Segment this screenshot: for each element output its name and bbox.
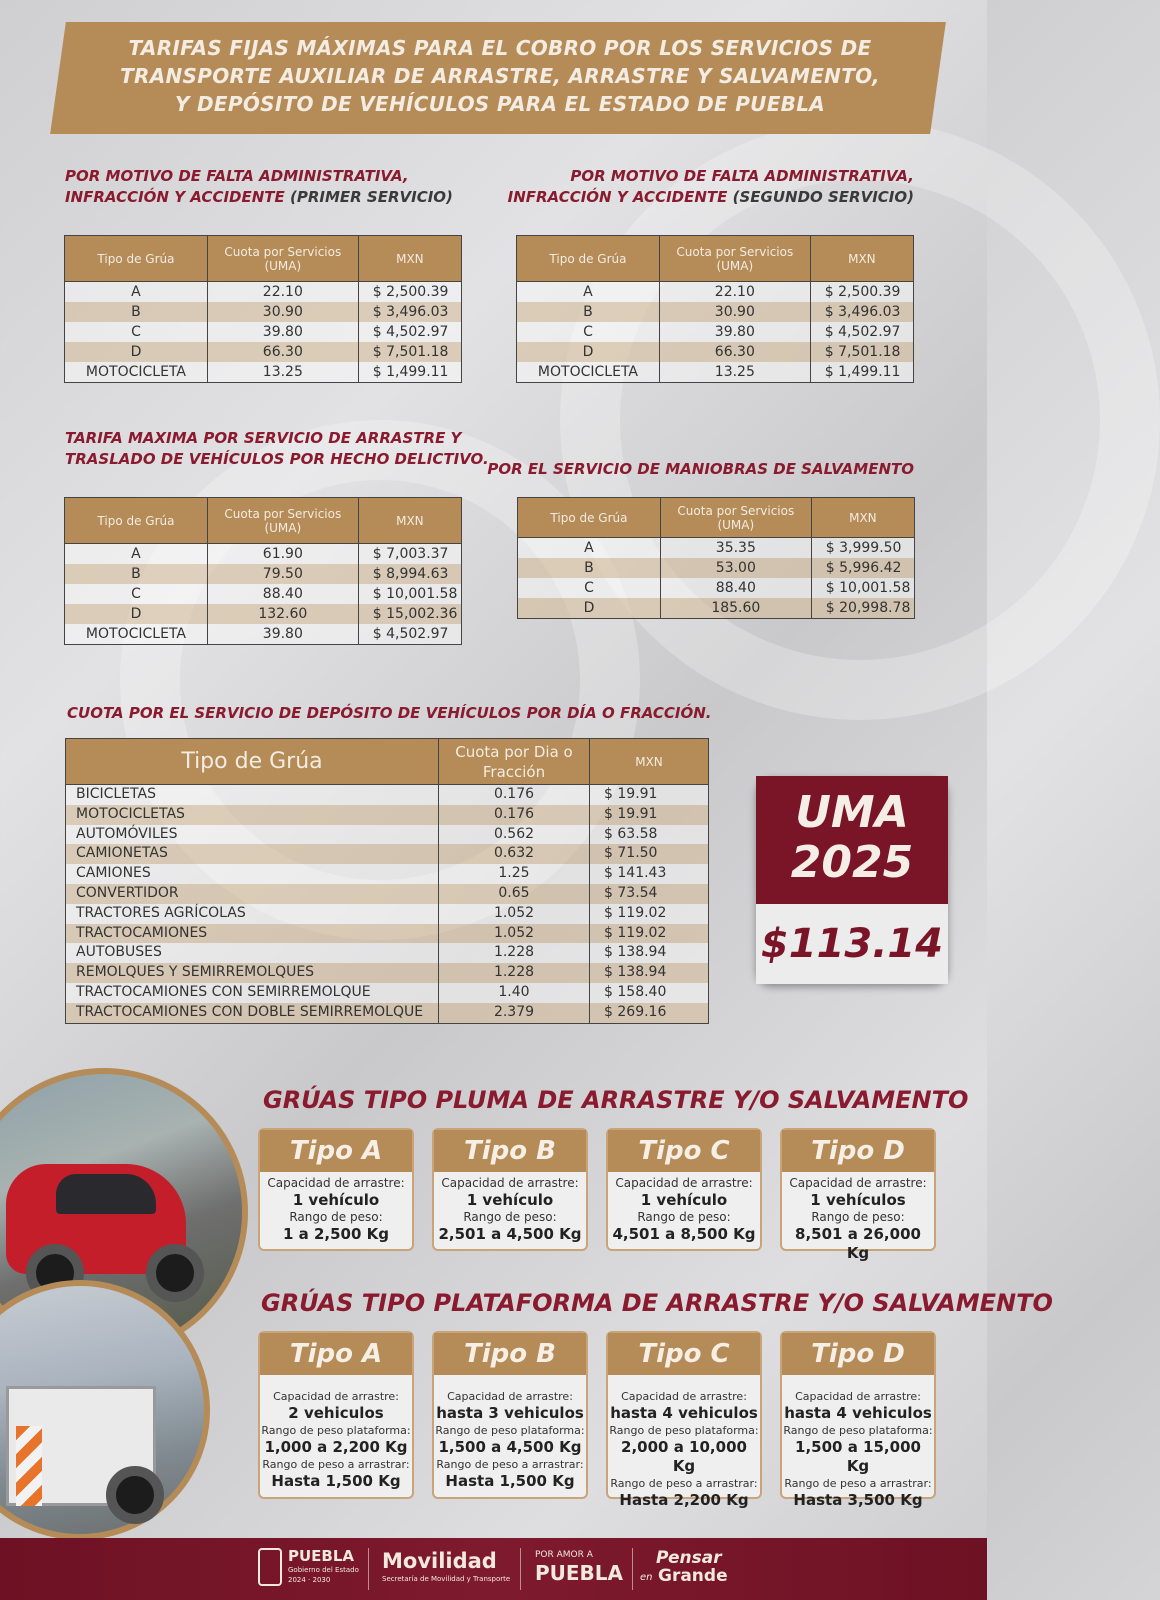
table-row (66, 943, 709, 963)
section-title-line: TRASLADO DE VEHÍCULOS POR HECHO DELICTIVO. (65, 450, 489, 468)
cell-mxn: $ 71.50 (590, 844, 709, 864)
section-title-line (65, 187, 453, 208)
cell-tipo: TRACTOCAMIONES (66, 924, 439, 944)
table-hecho-delictivo (64, 497, 462, 645)
cell-cuota: 0.562 (438, 825, 589, 845)
table-row (65, 362, 462, 383)
card-type: Tipo A (260, 1130, 412, 1172)
table-row (517, 342, 914, 362)
table-row (66, 924, 709, 944)
pluma-card-2 (432, 1128, 588, 1251)
table-row (518, 578, 915, 598)
table-header-cell: Tipo de Grúa (517, 236, 660, 282)
cell-tipo: D (65, 604, 208, 624)
card-type: Tipo C (608, 1130, 760, 1172)
truck-wheel (106, 1466, 164, 1524)
cell-cuota: 0.176 (438, 805, 589, 825)
card-arr-label: Rango de peso a arrastrar: (436, 1458, 584, 1471)
cell-tipo: MOTOCICLETA (65, 362, 208, 383)
cell-uma: 53.00 (660, 558, 811, 578)
card-plat-label: Rango de peso plataforma: (435, 1424, 585, 1437)
movilidad-logo (382, 1548, 510, 1584)
cell-mxn: $ 63.58 (590, 825, 709, 845)
card-cap: 2 vehiculos (288, 1404, 384, 1422)
plataforma-card-1 (258, 1331, 414, 1499)
card-peso-value: 4,501 a 8,500 Kg (612, 1225, 756, 1243)
footer-divider (368, 1548, 369, 1590)
card-arr: Hasta 1,500 Kg (445, 1472, 575, 1490)
cell-tipo: MOTOCICLETA (517, 362, 660, 383)
puebla-logo-years: 2024 · 2030 (288, 1576, 331, 1584)
cell-uma: 22.10 (659, 282, 810, 303)
cell-tipo: D (517, 342, 660, 362)
cell-mxn: $ 158.40 (590, 983, 709, 1003)
card-peso-value: 8,501 a 26,000 Kg (795, 1225, 921, 1262)
puebla-shield-icon (258, 1548, 282, 1586)
table-segundo-servicio (516, 235, 914, 383)
table-row (65, 564, 462, 584)
cell-mxn: $ 4,502.97 (358, 624, 461, 645)
card-peso-value: 1 a 2,500 Kg (282, 1225, 390, 1243)
section-title-paren: (PRIMER SERVICIO) (290, 188, 453, 206)
footer-divider (632, 1548, 633, 1590)
card-body (608, 1375, 760, 1510)
cell-mxn: $ 7,003.37 (358, 544, 461, 565)
card-plat-label: Rango de peso plataforma: (783, 1424, 933, 1437)
section-primer-servicio-title (65, 166, 453, 208)
card-arr: Hasta 2,200 Kg (619, 1491, 749, 1509)
movilidad-logo-text: Movilidad (382, 1549, 497, 1573)
section-hecho-delictivo-title (65, 428, 489, 470)
card-cap-label: Capacidad de arrastre: (615, 1176, 753, 1190)
card-plat: 2,000 a 10,000 Kg (621, 1438, 747, 1475)
section-salvamento-title: POR EL SERVICIO DE MANIOBRAS DE SALVAMENTO (487, 460, 914, 478)
cell-tipo: BICICLETAS (66, 785, 439, 805)
cell-tipo: C (65, 584, 208, 604)
cell-uma: 88.40 (660, 578, 811, 598)
cell-mxn: $ 138.94 (590, 943, 709, 963)
cell-mxn: $ 1,499.11 (358, 362, 461, 383)
cell-tipo: MOTOCICLETAS (66, 805, 439, 825)
table-row (517, 362, 914, 383)
section-title-main: INFRACCIÓN Y ACCIDENTE (65, 188, 290, 206)
cell-mxn: $ 4,502.97 (358, 322, 461, 342)
table-header-row (65, 236, 462, 282)
table-header-cell: MXN (810, 236, 913, 282)
cell-cuota: 1.052 (438, 924, 589, 944)
cell-cuota: 1.052 (438, 904, 589, 924)
cell-uma: 30.90 (207, 302, 358, 322)
pensar-logo-en: en (640, 1572, 653, 1583)
section-title-line (508, 187, 914, 208)
cell-tipo: C (518, 578, 661, 598)
cell-tipo: D (518, 598, 661, 619)
cell-mxn: $ 2,500.39 (358, 282, 461, 303)
cell-uma: 22.10 (207, 282, 358, 303)
cell-mxn: $ 1,499.11 (810, 362, 913, 383)
table-header-cell: Tipo de Grúa (66, 739, 439, 785)
table-header-row (66, 739, 709, 785)
pensar-logo-grande: Grande (658, 1566, 728, 1586)
cell-tipo: D (65, 342, 208, 362)
title-line-2: TRANSPORTE AUXILIAR DE ARRASTRE, ARRASTRE Y SALVAMENTO, (120, 64, 880, 88)
cell-cuota: 1.228 (438, 963, 589, 983)
cell-tipo: MOTOCICLETA (65, 624, 208, 645)
puebla-logo-sub: Gobierno del Estado (288, 1566, 359, 1574)
table-row (66, 884, 709, 904)
table-header-cell: Tipo de Grúa (65, 236, 208, 282)
cell-uma: 79.50 (207, 564, 358, 584)
cell-mxn: $ 8,994.63 (358, 564, 461, 584)
cell-uma: 61.90 (207, 544, 358, 565)
table-header-cell: Tipo de Grúa (518, 498, 661, 538)
cell-tipo: A (517, 282, 660, 303)
card-arr: Hasta 3,500 Kg (793, 1491, 923, 1509)
table-header-cell: Cuota por Servicios (UMA) (660, 498, 811, 538)
table-row (66, 904, 709, 924)
cell-uma: 132.60 (207, 604, 358, 624)
table-header-cell: Cuota por Dia o Fracción (438, 739, 589, 785)
cell-tipo: CAMIONETAS (66, 844, 439, 864)
car-wheel (146, 1244, 204, 1302)
footer-divider (520, 1548, 521, 1590)
section-title-main: INFRACCIÓN Y ACCIDENTE (507, 188, 733, 206)
table-row (66, 825, 709, 845)
cell-mxn: $ 73.54 (590, 884, 709, 904)
cell-mxn: $ 138.94 (590, 963, 709, 983)
cell-uma: 66.30 (207, 342, 358, 362)
title-line-3: Y DEPÓSITO DE VEHÍCULOS PARA EL ESTADO DE PUEBLA (174, 92, 826, 116)
uma-header (756, 776, 948, 904)
card-cap: hasta 4 vehiculos (784, 1404, 932, 1422)
card-arr-label: Rango de peso a arrastrar: (610, 1477, 758, 1490)
plataforma-card-2 (432, 1331, 588, 1499)
plataforma-section-title: GRÚAS TIPO PLATAFORMA DE ARRASTRE Y/O SALVAMENTO (261, 1289, 1053, 1317)
cell-mxn: $ 19.91 (590, 785, 709, 805)
uma-value: $113.14 (756, 904, 948, 984)
card-cap-label: Capacidad de arrastre: (621, 1390, 747, 1403)
truck-stripe (16, 1426, 42, 1506)
table-header-row (517, 236, 914, 282)
pluma-card-1 (258, 1128, 414, 1251)
table-header-row (65, 498, 462, 544)
card-cap: hasta 4 vehiculos (610, 1404, 758, 1422)
cell-tipo: TRACTOCAMIONES CON SEMIRREMOLQUE (66, 983, 439, 1003)
cell-uma: 39.80 (207, 624, 358, 645)
cell-uma: 39.80 (659, 322, 810, 342)
title-line-1: TARIFAS FIJAS MÁXIMAS PARA EL COBRO POR LOS SERVICIOS DE (128, 36, 872, 60)
card-arr: Hasta 1,500 Kg (271, 1472, 401, 1490)
card-cap-label: Capacidad de arrastre: (795, 1390, 921, 1403)
table-row (66, 963, 709, 983)
cell-mxn: $ 3,999.50 (811, 538, 914, 559)
section-title-line: POR MOTIVO DE FALTA ADMINISTRATIVA, (570, 167, 914, 185)
cell-mxn: $ 4,502.97 (810, 322, 913, 342)
amor-logo-main: PUEBLA (535, 1561, 624, 1585)
card-cap-label: Capacidad de arrastre: (789, 1176, 927, 1190)
table-row (66, 983, 709, 1003)
table-row (65, 282, 462, 303)
table-header-cell: MXN (590, 739, 709, 785)
table-row (65, 584, 462, 604)
card-arr-label: Rango de peso a arrastrar: (784, 1477, 932, 1490)
card-cap-value: 1 vehículo (466, 1191, 554, 1209)
table-row (65, 604, 462, 624)
cell-mxn: $ 2,500.39 (810, 282, 913, 303)
cell-mxn: $ 3,496.03 (358, 302, 461, 322)
cell-tipo: CONVERTIDOR (66, 884, 439, 904)
card-plat-label: Rango de peso plataforma: (261, 1424, 411, 1437)
table-row (517, 302, 914, 322)
puebla-logo-text: PUEBLA (288, 1547, 355, 1565)
table-row (65, 624, 462, 645)
cell-mxn: $ 119.02 (590, 904, 709, 924)
card-cap-value: 1 vehículo (292, 1191, 380, 1209)
card-cap: hasta 3 vehiculos (436, 1404, 584, 1422)
card-type: Tipo B (434, 1333, 586, 1375)
pluma-card-3 (606, 1128, 762, 1251)
movilidad-logo-sub: Secretaría de Movilidad y Transporte (382, 1575, 511, 1583)
amor-logo-top: POR AMOR A (535, 1550, 593, 1560)
cell-uma: 13.25 (659, 362, 810, 383)
card-arr-label: Rango de peso a arrastrar: (262, 1458, 410, 1471)
pluma-section-title: GRÚAS TIPO PLUMA DE ARRASTRE Y/O SALVAMENTO (263, 1086, 969, 1114)
cell-mxn: $ 141.43 (590, 864, 709, 884)
cell-tipo: A (65, 282, 208, 303)
cell-mxn: $ 269.16 (590, 1003, 709, 1023)
cell-mxn: $ 7,501.18 (358, 342, 461, 362)
cell-tipo: C (517, 322, 660, 342)
card-plat: 1,500 a 4,500 Kg (438, 1438, 582, 1456)
cell-uma: 35.35 (660, 538, 811, 559)
cell-mxn: $ 7,501.18 (810, 342, 913, 362)
cell-cuota: 1.40 (438, 983, 589, 1003)
table-row (65, 302, 462, 322)
cell-cuota: 0.176 (438, 785, 589, 805)
card-type: Tipo B (434, 1130, 586, 1172)
background-swirl (560, 120, 1160, 720)
card-peso-value: 2,501 a 4,500 Kg (438, 1225, 582, 1243)
card-peso-label: Rango de peso: (637, 1210, 731, 1224)
cell-mxn: $ 20,998.78 (811, 598, 914, 619)
card-cap-label: Capacidad de arrastre: (447, 1390, 573, 1403)
cell-uma: 13.25 (207, 362, 358, 383)
table-row (65, 342, 462, 362)
table-header-row (518, 498, 915, 538)
cell-tipo: AUTOMÓVILES (66, 825, 439, 845)
cell-uma: 66.30 (659, 342, 810, 362)
cell-tipo: TRACTOCAMIONES CON DOBLE SEMIRREMOLQUE (66, 1003, 439, 1023)
card-cap-label: Capacidad de arrastre: (273, 1390, 399, 1403)
table-row (518, 598, 915, 619)
cell-mxn: $ 5,996.42 (811, 558, 914, 578)
cell-cuota: 1.25 (438, 864, 589, 884)
cell-tipo: A (65, 544, 208, 565)
card-cap-value: 1 vehículo (640, 1191, 728, 1209)
cell-cuota: 0.632 (438, 844, 589, 864)
card-peso-label: Rango de peso: (811, 1210, 905, 1224)
table-row (65, 544, 462, 565)
card-plat-label: Rango de peso plataforma: (609, 1424, 759, 1437)
table-header-cell: MXN (358, 498, 461, 544)
card-plat: 1,500 a 15,000 Kg (795, 1438, 921, 1475)
plataforma-card-3 (606, 1331, 762, 1509)
card-body (782, 1375, 934, 1510)
card-peso-label: Rango de peso: (463, 1210, 557, 1224)
cell-mxn: $ 3,496.03 (810, 302, 913, 322)
table-header-cell: Cuota por Servicios (UMA) (207, 236, 358, 282)
section-title-line: TARIFA MAXIMA POR SERVICIO DE ARRASTRE Y (65, 429, 462, 447)
uma-label: UMA (795, 787, 909, 838)
card-body (782, 1172, 934, 1263)
cell-cuota: 1.228 (438, 943, 589, 963)
cell-tipo: B (65, 564, 208, 584)
pensar-logo-text: Pensar (656, 1548, 722, 1568)
cell-tipo: A (518, 538, 661, 559)
cell-uma: 39.80 (207, 322, 358, 342)
card-cap-label: Capacidad de arrastre: (441, 1176, 579, 1190)
cell-tipo: B (518, 558, 661, 578)
section-title-line: POR MOTIVO DE FALTA ADMINISTRATIVA, (65, 167, 409, 185)
cell-tipo: B (517, 302, 660, 322)
cell-tipo: REMOLQUES Y SEMIRREMOLQUES (66, 963, 439, 983)
table-row (518, 558, 915, 578)
table-row (66, 844, 709, 864)
card-body (608, 1172, 760, 1244)
cell-tipo: TRACTORES AGRÍCOLAS (66, 904, 439, 924)
card-body (260, 1172, 412, 1244)
cell-tipo: CAMIONES (66, 864, 439, 884)
cell-mxn: $ 119.02 (590, 924, 709, 944)
card-body (434, 1172, 586, 1244)
page-title (60, 34, 940, 134)
table-row (518, 538, 915, 559)
section-title-paren: (SEGUNDO SERVICIO) (732, 188, 914, 206)
card-type: Tipo A (260, 1333, 412, 1375)
table-row (517, 282, 914, 303)
table-deposito (65, 738, 709, 1024)
cell-cuota: 0.65 (438, 884, 589, 904)
cell-tipo: B (65, 302, 208, 322)
table-row (66, 864, 709, 884)
uma-box (756, 776, 948, 984)
table-header-cell: MXN (811, 498, 914, 538)
table-row (65, 322, 462, 342)
table-row (66, 1003, 709, 1023)
table-row (517, 322, 914, 342)
table-row (66, 805, 709, 825)
card-cap-label: Capacidad de arrastre: (267, 1176, 405, 1190)
cell-tipo: C (65, 322, 208, 342)
uma-year: 2025 (790, 837, 914, 888)
card-type: Tipo D (782, 1333, 934, 1375)
card-body (260, 1375, 412, 1491)
table-header-cell: Cuota por Servicios (UMA) (659, 236, 810, 282)
cell-uma: 30.90 (659, 302, 810, 322)
cell-uma: 185.60 (660, 598, 811, 619)
table-primer-servicio (64, 235, 462, 383)
card-cap-value: 1 vehículos (810, 1191, 906, 1209)
section-segundo-servicio-title (508, 166, 914, 208)
cell-mxn: $ 15,002.36 (358, 604, 461, 624)
card-peso-label: Rango de peso: (289, 1210, 383, 1224)
cell-mxn: $ 10,001.58 (811, 578, 914, 598)
car-window (56, 1174, 156, 1214)
card-body (434, 1375, 586, 1491)
table-row (66, 785, 709, 805)
table-header-cell: MXN (358, 236, 461, 282)
table-header-cell: Tipo de Grúa (65, 498, 208, 544)
card-type: Tipo C (608, 1333, 760, 1375)
table-header-cell: Cuota por Servicios (UMA) (207, 498, 358, 544)
cell-mxn: $ 10,001.58 (358, 584, 461, 604)
table-salvamento (517, 497, 915, 619)
plataforma-card-4 (780, 1331, 936, 1509)
por-amor-puebla-logo (535, 1550, 623, 1585)
pluma-card-4 (780, 1128, 936, 1262)
cell-mxn: $ 19.91 (590, 805, 709, 825)
cell-tipo: AUTOBUSES (66, 943, 439, 963)
card-plat: 1,000 a 2,200 Kg (264, 1438, 408, 1456)
card-type: Tipo D (782, 1130, 934, 1172)
section-deposito-title: CUOTA POR EL SERVICIO DE DEPÓSITO DE VEHÍCULOS POR DÍA O FRACCIÓN. (67, 704, 712, 722)
cell-uma: 88.40 (207, 584, 358, 604)
cell-cuota: 2.379 (438, 1003, 589, 1023)
